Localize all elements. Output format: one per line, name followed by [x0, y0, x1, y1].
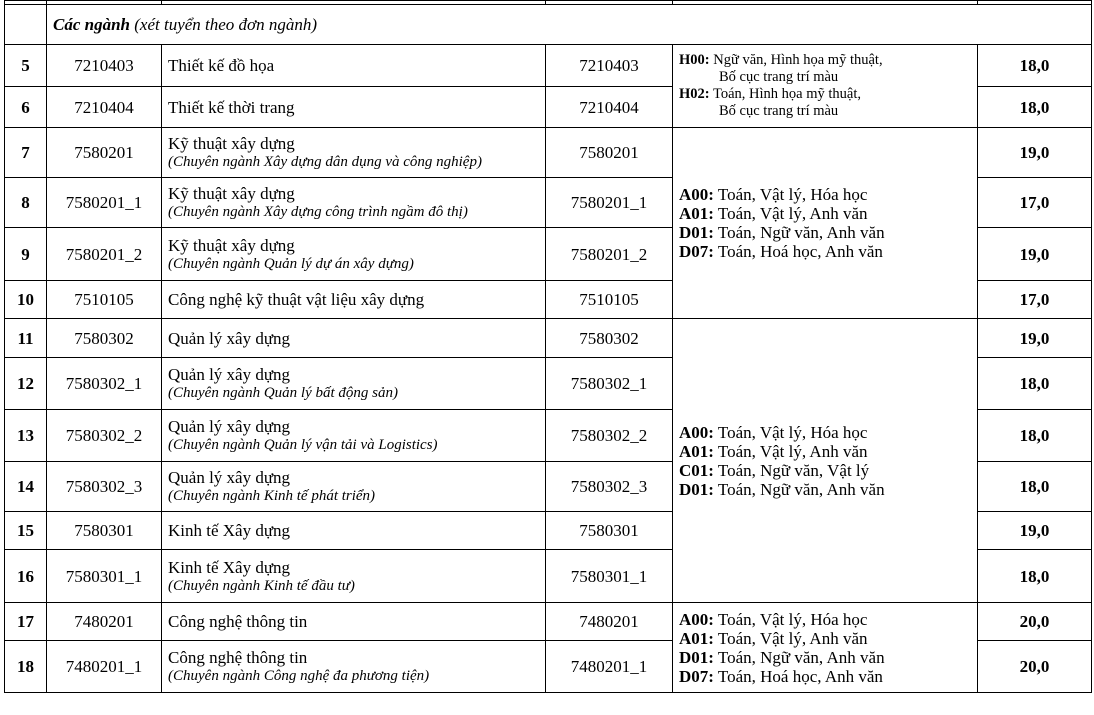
combo-code: H00:: [679, 52, 710, 68]
major-name: Công nghệ thông tin: [168, 612, 308, 631]
row-number: 18: [5, 641, 47, 693]
benchmark-score: 17,0: [978, 178, 1092, 228]
combo-line: [679, 69, 971, 86]
major-name: Quản lý xây dựng: [168, 468, 291, 487]
benchmark-score: 17,0: [978, 281, 1092, 319]
combo-code: A01:: [679, 441, 714, 461]
combo-line: [679, 423, 971, 442]
combo-subjects: Ngữ văn, Hình họa mỹ thuật,: [713, 52, 883, 68]
benchmark-score: 18,0: [978, 410, 1092, 462]
admission-code: 7510105: [546, 281, 673, 319]
benchmark-score: 18,0: [978, 358, 1092, 410]
combo-subjects: Toán, Vật lý, Hóa học: [717, 422, 868, 442]
admission-code: 7580301_1: [546, 550, 673, 603]
combo-line: [679, 223, 971, 242]
combo-subjects: Toán, Ngữ văn, Anh văn: [717, 479, 885, 499]
admission-code: 7580201_1: [546, 178, 673, 228]
admission-code: 7580302: [546, 319, 673, 358]
major-specialization: (Chuyên ngành Xây dựng dân dụng và công nghiệp): [168, 154, 482, 170]
major-name: Công nghệ kỹ thuật vật liệu xây dựng: [168, 290, 425, 309]
combo-subjects: Toán, Vật lý, Hóa học: [717, 609, 868, 629]
row-number: 9: [5, 228, 47, 281]
combo-line: [679, 103, 971, 120]
major-code: 7580302_3: [47, 462, 162, 512]
combo-subjects: Toán, Ngữ văn, Anh văn: [717, 647, 885, 667]
major-code: 7210403: [47, 45, 162, 87]
major-code: 7580201_1: [47, 178, 162, 228]
major-specialization: (Chuyên ngành Xây dựng công trình ngầm đô thị): [168, 204, 468, 220]
benchmark-score: 19,0: [978, 128, 1092, 178]
major-name-cell: [162, 358, 546, 410]
combo-line: [679, 442, 971, 461]
major-name-cell: [162, 178, 546, 228]
table-row: [5, 128, 1092, 178]
combo-subjects: Toán, Vật lý, Anh văn: [717, 441, 868, 461]
row-number: 8: [5, 178, 47, 228]
major-name-cell: [162, 603, 546, 641]
major-code: 7580302_2: [47, 410, 162, 462]
row-number: 14: [5, 462, 47, 512]
major-name-cell: [162, 87, 546, 128]
row-number: 15: [5, 512, 47, 550]
combo-line: [679, 461, 971, 480]
major-name: Thiết kế thời trang: [168, 97, 295, 117]
benchmark-score: 19,0: [978, 512, 1092, 550]
combo-line: [679, 204, 971, 223]
combo-subjects: Toán, Ngữ văn, Vật lý: [717, 460, 870, 480]
combo-line: [679, 629, 971, 648]
row-number: 7: [5, 128, 47, 178]
major-specialization: (Chuyên ngành Quản lý dự án xây dựng): [168, 255, 414, 272]
benchmark-score: 19,0: [978, 319, 1092, 358]
table-row: [5, 45, 1092, 87]
combo-code: A01:: [679, 204, 714, 223]
combo-code: A00:: [679, 609, 714, 629]
major-code: 7580301: [47, 512, 162, 550]
admission-code: 7580302_1: [546, 358, 673, 410]
table-row: [5, 603, 1092, 641]
benchmark-score: 20,0: [978, 603, 1092, 641]
major-name: Công nghệ thông tin: [168, 648, 308, 667]
combo-code: A00:: [679, 422, 714, 442]
admission-code: 7480201: [546, 603, 673, 641]
major-name: Thiết kế đồ họa: [168, 56, 275, 75]
subject-combos-construction: [673, 128, 978, 319]
combo-line: [679, 480, 971, 499]
benchmark-score: 18,0: [978, 550, 1092, 603]
major-specialization: (Chuyên ngành Kinh tế phát triển): [168, 488, 376, 504]
combo-line: [679, 242, 971, 261]
major-specialization: (Chuyên ngành Quản lý vận tải và Logistics): [168, 437, 438, 453]
major-code: 7580302_1: [47, 358, 162, 410]
major-name: Kỹ thuật xây dựng: [168, 184, 295, 203]
major-name: Kinh tế Xây dựng: [168, 521, 291, 540]
combo-line: [679, 86, 971, 103]
admission-code: 7210403: [546, 45, 673, 87]
section-note: (xét tuyển theo đơn ngành): [134, 15, 318, 34]
section-title: [47, 5, 1092, 45]
major-name: Quản lý xây dựng: [168, 365, 291, 384]
admission-code: 7580201: [546, 128, 673, 178]
major-name: Kinh tế Xây dựng: [168, 557, 291, 577]
major-name-cell: [162, 228, 546, 281]
subject-combos-management: [673, 319, 978, 603]
major-specialization: (Chuyên ngành Công nghệ đa phương tiện): [168, 668, 430, 684]
combo-subjects: Toán, Vật lý, Hóa học: [717, 185, 868, 204]
major-name-cell: [162, 281, 546, 319]
combo-code: D07:: [679, 242, 714, 261]
major-code: 7580201: [47, 128, 162, 178]
admission-table: [4, 0, 1092, 693]
row-number: 13: [5, 410, 47, 462]
major-name: Kỹ thuật xây dựng: [168, 134, 295, 153]
row-number: 17: [5, 603, 47, 641]
table-row: [5, 319, 1092, 358]
combo-line: [679, 52, 971, 69]
major-name-cell: [162, 319, 546, 358]
major-name: Kỹ thuật xây dựng: [168, 235, 295, 255]
major-code: 7480201: [47, 603, 162, 641]
benchmark-score: 18,0: [978, 87, 1092, 128]
major-specialization: (Chuyên ngành Quản lý bất động sản): [168, 385, 398, 401]
combo-line: [679, 667, 971, 686]
combo-subjects: Bố cục trang trí màu: [719, 69, 839, 85]
admission-code: 7580301: [546, 512, 673, 550]
combo-code: D01:: [679, 479, 714, 499]
combo-code: D07:: [679, 666, 714, 686]
major-name-cell: [162, 641, 546, 693]
major-code: 7510105: [47, 281, 162, 319]
combo-subjects: Toán, Hình họa mỹ thuật,: [712, 86, 861, 102]
admission-code: 7580302_3: [546, 462, 673, 512]
benchmark-score: 18,0: [978, 462, 1092, 512]
major-name-cell: [162, 550, 546, 603]
major-code: 7580201_2: [47, 228, 162, 281]
row-number: 6: [5, 87, 47, 128]
major-specialization: (Chuyên ngành Kinh tế đầu tư): [168, 577, 355, 594]
admission-code: 7210404: [546, 87, 673, 128]
major-name-cell: [162, 128, 546, 178]
subject-combos-it: [673, 603, 978, 693]
section-header-row: [5, 5, 1092, 45]
major-name: Quản lý xây dựng: [168, 417, 291, 436]
major-code: 7580302: [47, 319, 162, 358]
admission-code: 7580302_2: [546, 410, 673, 462]
benchmark-score: 20,0: [978, 641, 1092, 693]
combo-line: [679, 610, 971, 629]
combo-code: D01:: [679, 223, 714, 242]
major-name: Quản lý xây dựng: [168, 328, 291, 348]
combo-subjects: Toán, Hoá học, Anh văn: [717, 666, 883, 686]
combo-line: [679, 185, 971, 204]
combo-line: [679, 648, 971, 667]
admission-code: 7580201_2: [546, 228, 673, 281]
admission-code: 7480201_1: [546, 641, 673, 693]
major-code: 7480201_1: [47, 641, 162, 693]
combo-code: D01:: [679, 647, 714, 667]
combo-subjects: Toán, Vật lý, Anh văn: [717, 628, 868, 648]
section-title-text: Các ngành: [53, 15, 130, 34]
combo-subjects: Toán, Vật lý, Anh văn: [717, 204, 868, 223]
combo-subjects: Toán, Hoá học, Anh văn: [717, 242, 883, 261]
major-name-cell: [162, 410, 546, 462]
benchmark-score: 19,0: [978, 228, 1092, 281]
row-number: 12: [5, 358, 47, 410]
row-number: 11: [5, 319, 47, 358]
combo-code: H02:: [679, 86, 710, 102]
combo-subjects: Bố cục trang trí màu: [719, 103, 839, 119]
row-number: 5: [5, 45, 47, 87]
major-name-cell: [162, 462, 546, 512]
benchmark-score: 18,0: [978, 45, 1092, 87]
major-code: 7210404: [47, 87, 162, 128]
major-name-cell: [162, 512, 546, 550]
row-number: 16: [5, 550, 47, 603]
major-code: 7580301_1: [47, 550, 162, 603]
combo-subjects: Toán, Ngữ văn, Anh văn: [717, 223, 885, 242]
row-number: 10: [5, 281, 47, 319]
major-name-cell: [162, 45, 546, 87]
subject-combos-art: [673, 45, 978, 128]
combo-code: C01:: [679, 460, 714, 480]
combo-code: A00:: [679, 185, 714, 204]
combo-code: A01:: [679, 628, 714, 648]
